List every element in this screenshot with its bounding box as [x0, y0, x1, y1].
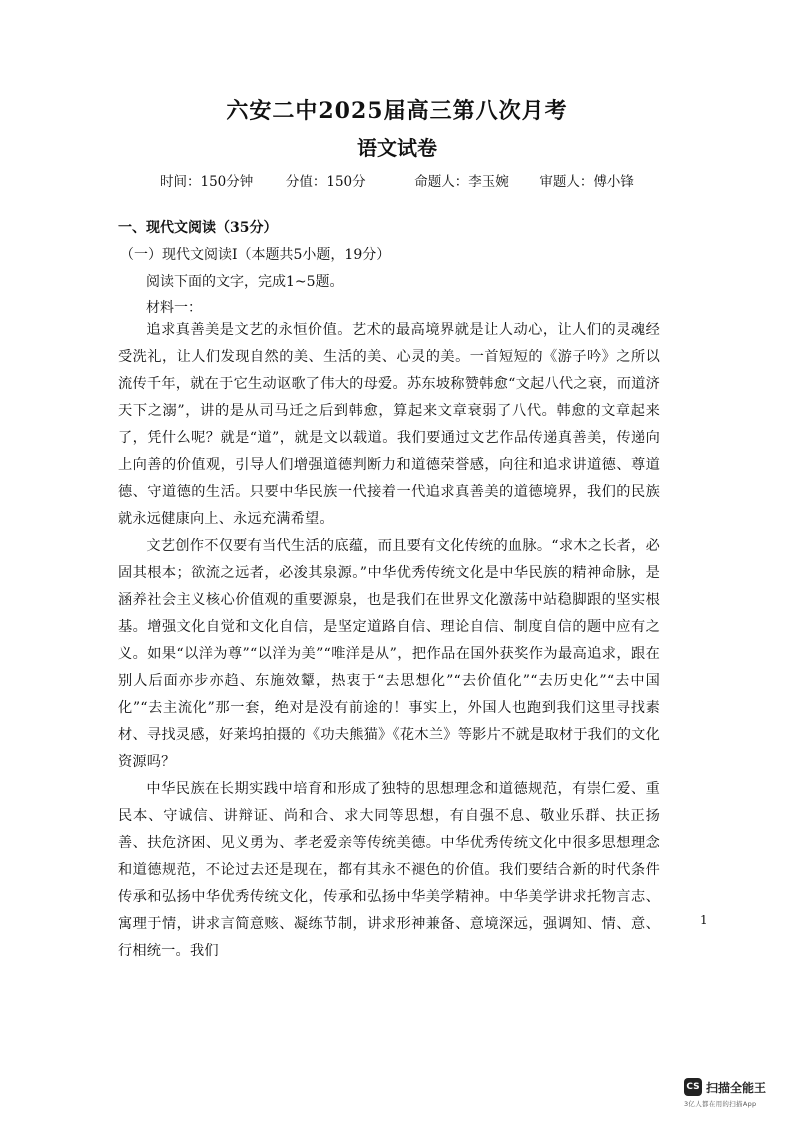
material-label: 材料一：	[146, 300, 202, 316]
exam-meta	[160, 172, 634, 192]
reading-instruction: 阅读下面的文字，完成1~5题。	[146, 274, 344, 290]
scanner-watermark	[684, 1078, 784, 1108]
scanner-slogan: 3亿人都在用的扫描App	[684, 1100, 757, 1108]
section-heading: 一、现代文阅读（35分）	[118, 220, 278, 236]
scanner-logo-icon: CS	[684, 1078, 702, 1096]
paragraph: 追求真善美是文艺的永恒价值。艺术的最高境界就是让人动心，让人们的灵魂经受洗礼，让人们发现自然的美、生活的美、心灵的美。一首短短的《游子吟》之所以流传千年，就在于它生动讴歌了伟大的母爱。苏东坡称赞韩愈“文起八代之衰，而道济天下之溺”，讲的是从司马迁之后到韩愈，算起来文章衰弱了八代。韩愈的文章起来了，凭什么呢？就是“道”，就是文以载道。我们要通过文艺作品传递真善美，传递向上向善的价值观，引导人们增强道德判断力和道德荣誉感，向往和追求讲道德、尊道德、守道德的生活。只要中华民族一代接着一代追求真善美的道德境界，我们的民族就永远健康向上、永远充满希望。	[118, 322, 660, 527]
passage-body	[118, 317, 660, 965]
exam-reviewer: 审题人：傅小锋	[539, 174, 634, 190]
exam-author: 命题人：李玉婉	[414, 174, 509, 190]
exam-time: 时间：150分钟	[160, 174, 254, 190]
paragraph: 中华民族在长期实践中培育和形成了独特的思想理念和道德规范，有崇仁爱、重民本、守诚信、讲辩证、尚和合、求大同等思想，有自强不息、敬业乐群、扶正扬善、扶危济困、见义勇为、孝老爱亲等传统美德。中华优秀传统文化中很多思想理念和道德规范，不论过去还是现在，都有其永不褪色的价值。我们要结合新的时代条件传承和弘扬中华优秀传统文化，传承和弘扬中华美学精神。中华美学讲求托物言志、寓理于情，讲求言简意赅、凝练节制，讲求形神兼备、意境深远，强调知、情、意、行相统一。我们	[118, 781, 660, 959]
scanner-brand: 扫描全能王	[706, 1080, 767, 1095]
exam-title: 六安二中2025届高三第八次月考	[226, 98, 568, 124]
exam-score: 分值：150分	[285, 174, 366, 190]
page-number: 1	[700, 913, 708, 927]
paragraph: 文艺创作不仅要有当代生活的底蕴，而且要有文化传统的血脉。“求木之长者，必固其根本；欲流之远者，必浚其泉源。”中华优秀传统文化是中华民族的精神命脉，是涵养社会主义核心价值观的重要源泉，也是我们在世界文化激荡中站稳脚跟的坚实根基。增强文化自觉和文化自信，是坚定道路自信、理论自信、制度自信的题中应有之义。如果“以洋为尊”“以洋为美”“唯洋是从”，把作品在国外获奖作为最高追求，跟在别人后面亦步亦趋、东施效颦，热衷于“去思想化”“去价值化”“去历史化”“去中国化”“去主流化”那一套，绝对是没有前途的！事实上，外国人也跑到我们这里寻找素材、寻找灵感，好莱坞拍摄的《功夫熊猫》《花木兰》等影片不就是取材于我们的文化资源吗？	[118, 538, 660, 770]
subsection-heading: （一）现代文阅读Ⅰ（本题共5小题，19分）	[120, 247, 391, 263]
exam-subtitle: 语文试卷	[357, 136, 437, 160]
